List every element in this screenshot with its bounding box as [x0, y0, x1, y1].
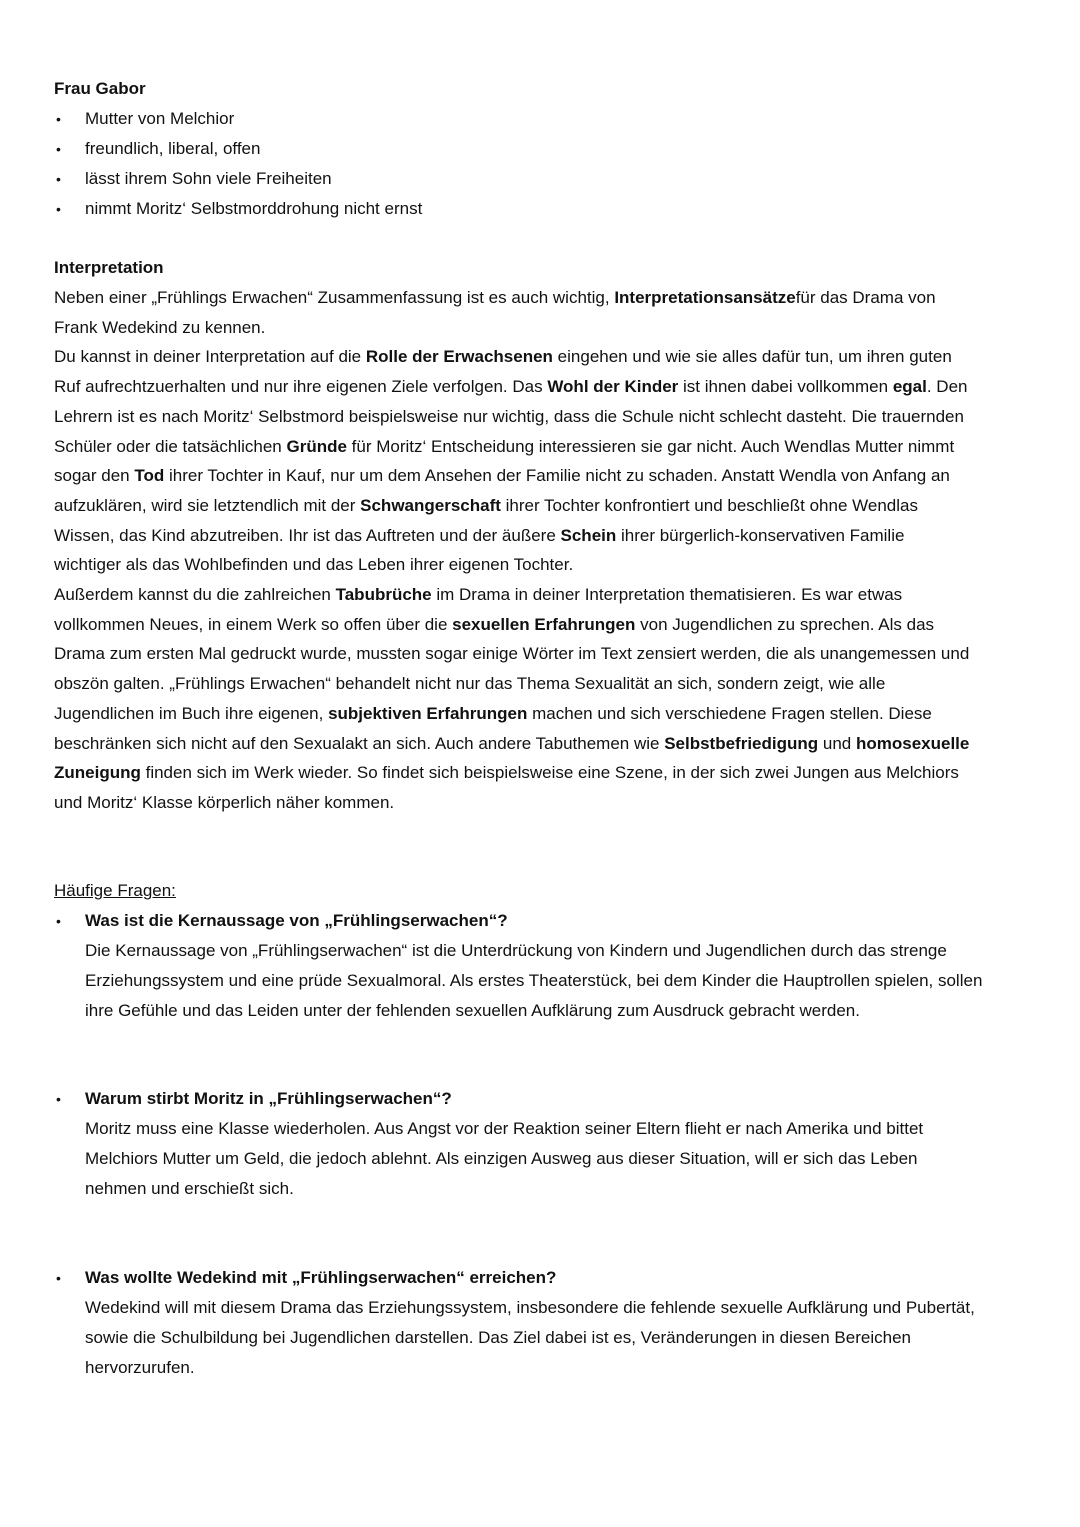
list-item-text: Mutter von Melchior	[85, 109, 235, 128]
faq-answer-line: Erziehungssystem und eine prüde Sexualmoral. Als erstes Theaterstück, bei dem Kinder die Hauptrollen spielen, sollen	[85, 971, 983, 990]
bold-text: Wohl der Kinder	[547, 377, 679, 396]
bold-text: Zuneigung	[54, 763, 141, 782]
text-run: eingehen und wie sie alles dafür tun, um ihren guten	[552, 347, 952, 366]
faq-question: Was wollte Wedekind mit „Frühlingserwachen“ erreichen?	[85, 1268, 557, 1287]
bold-text: Interpretationsansätze	[614, 288, 796, 307]
text-run: aufzuklären, wird sie letztendlich mit der	[54, 496, 361, 515]
bold-text: Schwangerschaft	[360, 496, 501, 515]
text-run: sogar den	[54, 466, 135, 485]
list-item-text: lässt ihrem Sohn viele Freiheiten	[85, 169, 332, 188]
text-run: Du kannst in deiner Interpretation auf die	[54, 347, 366, 366]
paragraph-line	[54, 793, 394, 813]
text-run: Ruf aufrechtzuerhalten und nur ihre eigenen Ziele verfolgen. Das	[54, 377, 548, 396]
paragraph-line	[54, 615, 934, 635]
bullet-icon: •	[56, 171, 61, 187]
text-run: von Jugendlichen zu sprechen. Als das	[635, 615, 935, 634]
text-run: und Moritz‘ Klasse körperlich näher kommen.	[54, 793, 395, 812]
text-run: wichtiger als das Wohlbefinden und das Leben ihrer eigenen Tochter.	[54, 555, 574, 574]
text-run: . Den	[926, 377, 968, 396]
text-run: Neben einer „Frühlings Erwachen“ Zusammenfassung ist es auch wichtig,	[54, 288, 615, 307]
faq-answer-line: sowie die Schulbildung bei Jugendlichen darstellen. Das Ziel dabei ist es, Veränderungen in diesen Bereichen	[85, 1328, 911, 1347]
bullet-icon: •	[56, 1270, 61, 1286]
text-run: im Drama in deiner Interpretation thematisieren. Es war etwas	[431, 585, 903, 604]
faq-answer-line: Moritz muss eine Klasse wiederholen. Aus Angst vor der Reaktion seiner Eltern flieht er nach Amerika und bittet	[85, 1119, 924, 1138]
bullet-icon: •	[56, 1091, 61, 1107]
paragraph-line	[54, 526, 904, 546]
bold-text: homosexuelle	[855, 734, 970, 753]
bold-text: Gründe	[286, 437, 347, 456]
text-run: Schüler oder die tatsächlichen	[54, 437, 287, 456]
text-run: für das Drama von	[795, 288, 936, 307]
section-heading-frau-gabor: Frau Gabor	[54, 79, 146, 98]
paragraph-line	[54, 704, 932, 724]
faq-answer-line: Melchiors Mutter um Geld, die jedoch ablehnt. Als einzigen Ausweg aus dieser Situation, will er sich das Leben	[85, 1149, 918, 1168]
faq-answer-line: nehmen und erschießt sich.	[85, 1179, 294, 1198]
bullet-icon: •	[56, 141, 61, 157]
faq-answer-line: Die Kernaussage von „Frühlingserwachen“ ist die Unterdrückung von Kindern und Jugendlichen durch das strenge	[85, 941, 947, 960]
bullet-icon: •	[56, 913, 61, 929]
list-item-text: freundlich, liberal, offen	[85, 139, 261, 158]
paragraph-line	[54, 288, 936, 308]
text-run: für Moritz‘ Entscheidung interessieren sie gar nicht. Auch Wendlas Mutter nimmt	[346, 437, 955, 456]
bold-text: Schein	[560, 526, 617, 545]
list-item-text: nimmt Moritz‘ Selbstmorddrohung nicht ernst	[85, 199, 423, 218]
faq-question: Was ist die Kernaussage von „Frühlingserwachen“?	[85, 911, 508, 930]
bullet-icon: •	[56, 111, 61, 127]
section-heading-interpretation: Interpretation	[54, 258, 164, 277]
paragraph-line	[54, 437, 954, 457]
text-run: Drama zum ersten Mal gedruckt wurde, mussten sogar einige Wörter im Text zensiert werden, die als unangemessen und	[54, 644, 970, 663]
paragraph-line	[54, 347, 952, 367]
paragraph-line	[54, 585, 902, 605]
bold-text: Tod	[134, 466, 165, 485]
bold-text: egal	[892, 377, 927, 396]
faq-answer-line: Wedekind will mit diesem Drama das Erziehungssystem, insbesondere die fehlende sexuelle Aufklärung und Pubertät,	[85, 1298, 975, 1317]
bold-text: Tabubrüche	[335, 585, 432, 604]
bold-text: Rolle der Erwachsenen	[365, 347, 553, 366]
section-heading-faq: Häufige Fragen:	[54, 881, 176, 900]
text-run: und	[818, 734, 856, 753]
text-run: finden sich im Werk wieder. So findet sich beispielsweise eine Szene, in der sich zwei Jungen aus Melchiors	[140, 763, 959, 782]
paragraph-line	[54, 644, 969, 664]
text-run: machen und sich verschiedene Fragen stellen. Diese	[527, 704, 932, 723]
paragraph-line	[54, 377, 967, 397]
paragraph-line	[54, 763, 959, 783]
bold-text: subjektiven Erfahrungen	[328, 704, 528, 723]
text-run: Wissen, das Kind abzutreiben. Ihr ist das Auftreten und der äußere	[54, 526, 561, 545]
bold-text: sexuellen Erfahrungen	[452, 615, 636, 634]
text-run: ihrer bürgerlich-konservativen Familie	[616, 526, 905, 545]
text-run: beschränken sich nicht auf den Sexualakt an sich. Auch andere Tabuthemen wie	[54, 734, 665, 753]
text-run: ist ihnen dabei vollkommen	[678, 377, 893, 396]
text-run: obszön galten. „Frühlings Erwachen“ behandelt nicht nur das Thema Sexualität an sich, sondern zeigt, wie alle	[54, 674, 886, 693]
text-run: vollkommen Neues, in einem Werk so offen über die	[54, 615, 453, 634]
paragraph-line	[54, 318, 265, 338]
text-run: ihrer Tochter konfrontiert und beschließt ohne Wendlas	[500, 496, 918, 515]
paragraph-line	[54, 555, 573, 575]
paragraph-line	[54, 466, 950, 486]
paragraph-line	[54, 674, 885, 694]
text-run: Frank Wedekind zu kennen.	[54, 318, 266, 337]
faq-answer-line: ihre Gefühle und das Leiden unter der fehlenden sexuellen Aufklärung zum Ausdruck gebracht werden.	[85, 1001, 860, 1020]
faq-answer-line: hervorzurufen.	[85, 1358, 195, 1377]
text-run: Lehrern ist es nach Moritz‘ Selbstmord beispielsweise nur wichtig, dass die Schule nicht schlecht dasteht. Die trauernden	[54, 407, 964, 426]
paragraph-line	[54, 734, 969, 754]
text-run: Jugendlichen im Buch ihre eigenen,	[54, 704, 329, 723]
bullet-icon: •	[56, 201, 61, 217]
paragraph-line	[54, 496, 918, 516]
faq-question: Warum stirbt Moritz in „Frühlingserwachen“?	[85, 1089, 452, 1108]
paragraph-line	[54, 407, 964, 427]
text-run: Außerdem kannst du die zahlreichen	[54, 585, 336, 604]
bold-text: Selbstbefriedigung	[664, 734, 819, 753]
text-run: ihrer Tochter in Kauf, nur um dem Ansehen der Familie nicht zu schaden. Anstatt Wendla von Anfang an	[164, 466, 950, 485]
